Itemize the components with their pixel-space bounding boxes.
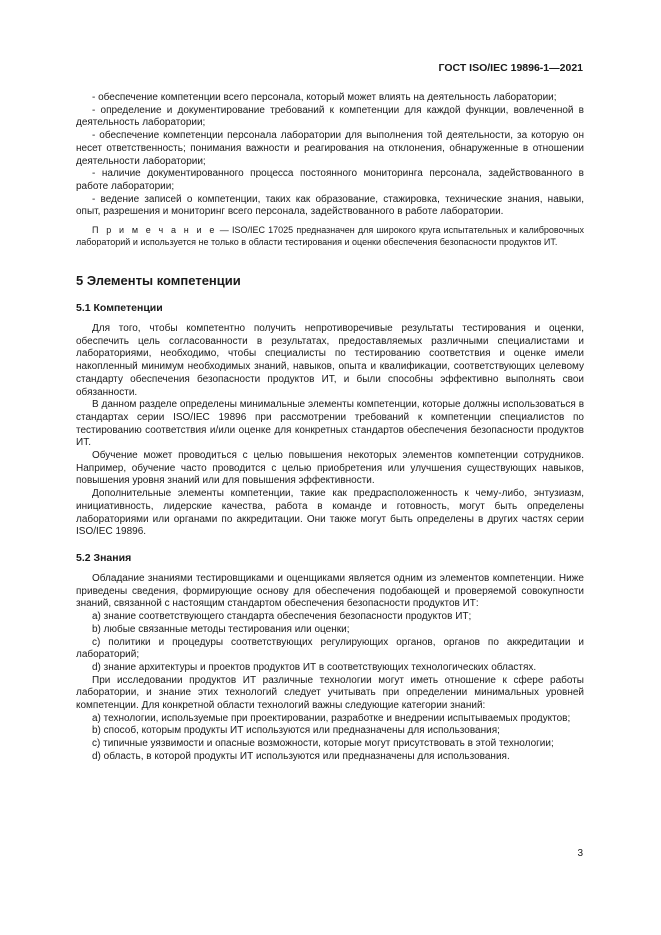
paragraph: В данном разделе определены минимальные элементы компетенции, которые должны использоваться в стандартах серии ISO/IEC 19896 при рассмотрении требований к компетенции специалистов по тестированию соответствия и/или оценке для конкретных стандартов обеспечения безопасности продуктов ИТ. [76,399,584,449]
paragraph: Дополнительные элементы компетенции, такие как предрасположенность к чему-либо, энтузиазм, инициативность, лидерские качества, работа в команде и готовность, могут быть определены лабораториями или органами по аккредитации. Они также могут быть определены в других частях серии ISO/IEC 19896. [76,488,584,538]
section-5-2-title: 5.2 Знания [76,551,132,564]
list-item: d) область, в которой продукты ИТ используются или предназначены для использования. [92,750,510,762]
paragraph: Для того, чтобы компетентно получить непротиворечивые результаты тестирования и оценки, обеспечить цель согласованности в результатах, предоставляемых различными специалистами и лабораториями, необходимо, чтобы специалисты по тестированию соответствия и оценке имели накопленный минимум необходимых знаний, навыков, опыта и квалификации, соответствующих целевому стандарту обеспечения безопасности продуктов ИТ, и были способны эффективно выполнять свои обязанности. [76,323,584,398]
note-label: П р и м е ч а н и е [92,225,217,236]
intro-item: - ведение записей о компетенции, таких как образование, стажировка, технические знания, навыки, опыт, разрешения и мониторинг всего персонала, задействованного в работе лаборатории. [76,193,584,218]
intro-item: - обеспечение компетенции всего персонала, который может влиять на деятельность лаборатории; [92,92,557,103]
list-item: b) способ, которым продукты ИТ используются или предназначены для использования; [92,725,500,737]
page-number: 3 [577,848,583,859]
list-item: b) любые связанные методы тестирования или оценки; [92,623,350,635]
note [76,225,584,248]
paragraph: При исследовании продуктов ИТ различные технологии могут иметь отношение к сфере работы лаборатории, и знание этих технологий следует учитывать при определении минимальных уровней компетенции. Для конкретной области технологий важны следующие категории знаний: [76,674,584,712]
list-item: c) типичные уязвимости и опасные возможности, которые могут присутствовать в этой технологии; [92,738,554,750]
list-item: d) знание архитектуры и проектов продуктов ИТ в соответствующих технологических областях. [92,661,537,673]
list-item: a) знание соответствующего стандарта обеспечения безопасности продуктов ИТ; [92,611,472,623]
page-content [76,92,584,764]
section-5-title: 5 Элементы компетенции [76,273,241,289]
paragraph: Обладание знаниями тестировщиками и оценщиками является одним из элементов компетенции. Ниже приведены сведения, формирующие основу для обеспечения подобающей и проверяемой совокупности знаний, связанной с настоящим стандартом обеспечения безопасности продуктов ИТ: [76,572,584,610]
section-5-1-title: 5.1 Компетенции [76,302,163,315]
intro-item: - наличие документированного процесса постоянного мониторинга персонала, задействованного в работе лаборатории; [76,168,584,192]
paragraph: Обучение может проводиться с целью повышения некоторых элементов компетенции сотрудников. Например, обучение часто проводится с целью приобретения или улучшения существующих навыков, повышения уровня знаний или для повышения эффективности. [76,450,584,487]
note-text: — ISO/IEC 17025 предназначен для широкого круга испытательных и калибровочных лабораторий и используется не только в области тестирования и оценки обеспечения безопасности продуктов ИТ. [76,225,584,247]
intro-item: - обеспечение компетенции персонала лаборатории для выполнения той деятельности, за которую он несет ответственность; понимания важности и реагирования на отклонения, обнаруженные в отношении деятельности лаборатории; [76,130,584,167]
list-item: c) политики и процедуры соответствующих регулирующих органов, органов по аккредитации и лабораторий; [76,636,584,661]
intro-item: - определение и документирование требований к компетенции для каждой функции, вовлеченной в деятельность лаборатории; [76,104,584,129]
list-item: a) технологии, используемые при проектировании, разработке и внедрении испытываемых продуктов; [92,712,571,724]
document-code-header: ГОСТ ISO/IEC 19896-1—2021 [438,62,583,74]
